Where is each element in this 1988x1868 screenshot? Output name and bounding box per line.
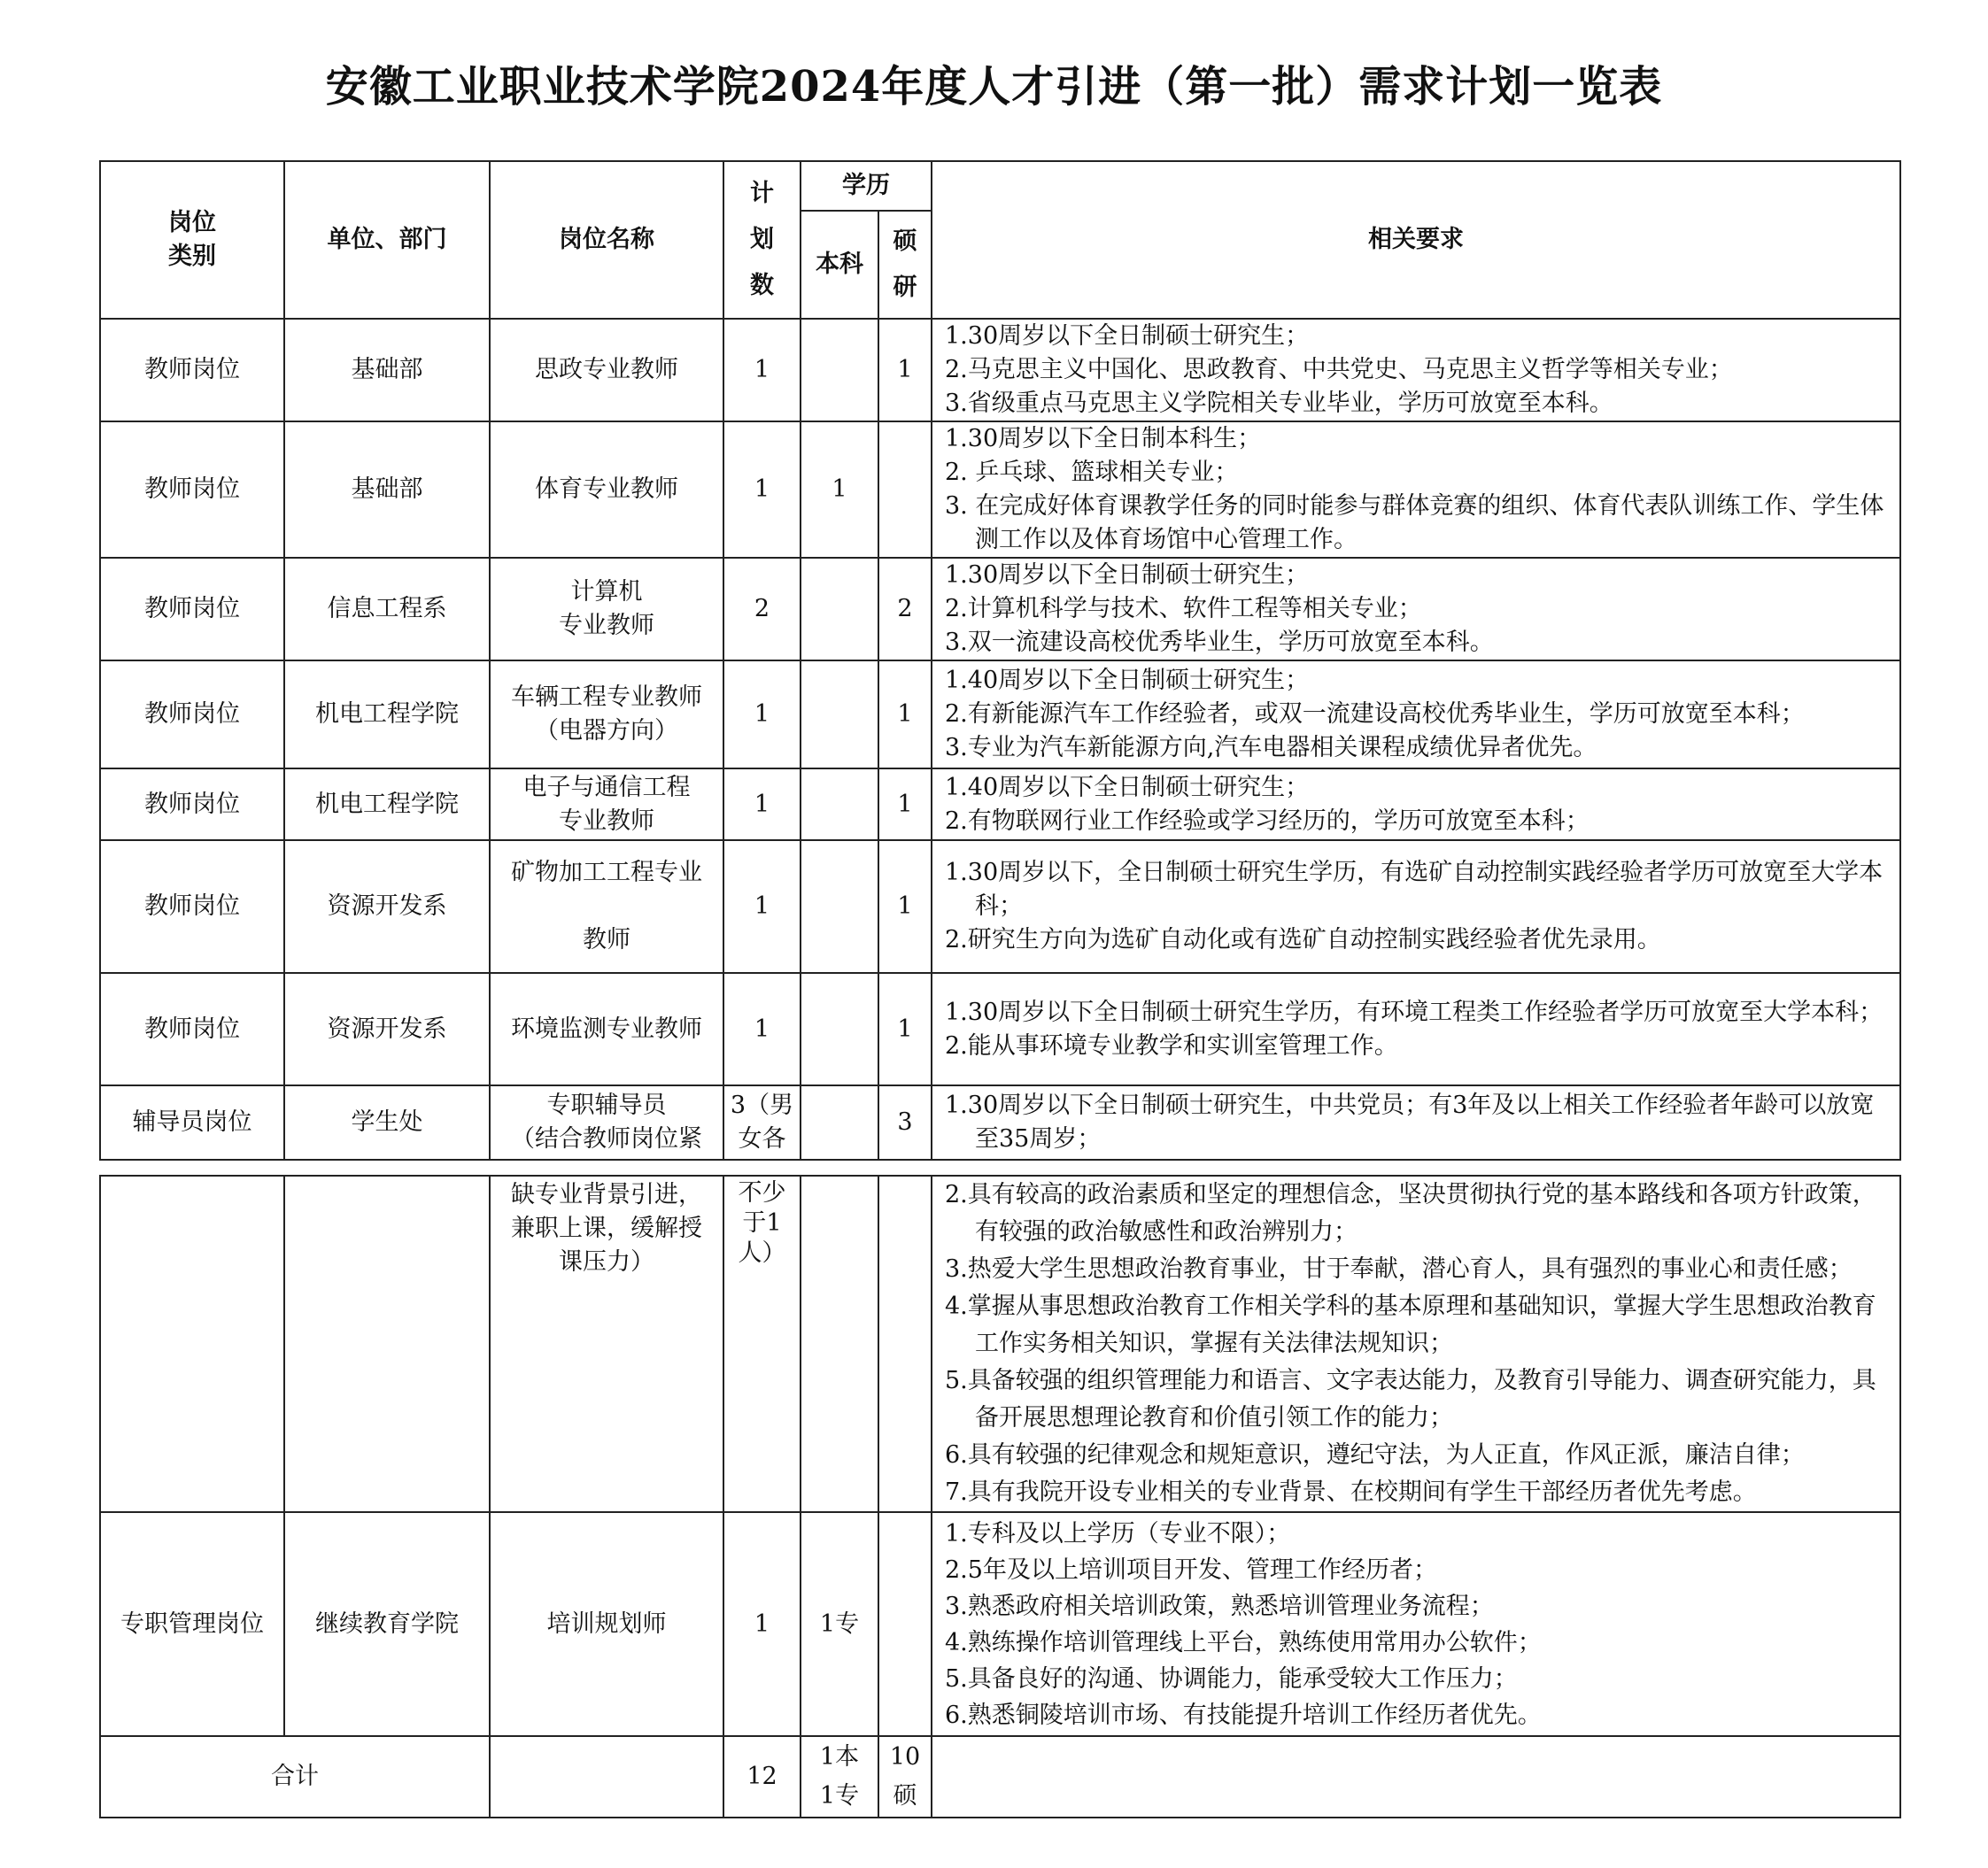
header-master: 硕 研: [878, 211, 932, 319]
cell-category: 辅导员岗位: [100, 1085, 284, 1160]
cell-category: 教师岗位: [100, 768, 284, 840]
cell-dept: 继续教育学院: [284, 1512, 490, 1736]
header-dept: 单位、部门: [284, 161, 490, 319]
cell-category: 教师岗位: [100, 319, 284, 421]
cell-master: [878, 421, 932, 558]
table-row: [100, 660, 1900, 768]
cell-dept: 机电工程学院: [284, 660, 490, 768]
header-plan: 计 划 数: [723, 161, 801, 319]
cell-master: 1: [878, 973, 932, 1085]
cell-position: 思政专业教师: [490, 319, 723, 421]
cell-bachelor: 1: [801, 421, 878, 558]
total-plan: 12: [723, 1736, 801, 1818]
cell-requirements: 1.30周岁以下全日制硕士研究生学历，有环境工程类工作经验者学历可放宽至大学本科； 2.能从事环境专业教学和实训室管理工作。: [932, 973, 1900, 1085]
table-row: [100, 973, 1900, 1085]
cell-plan: 1: [723, 660, 801, 768]
cell-requirements: 1.30周岁以下全日制硕士研究生； 2.计算机科学与技术、软件工程等相关专业； 3.双一流建设高校优秀毕业生，学历可放宽至本科。: [932, 558, 1900, 660]
cell-bachelor: [801, 558, 878, 660]
cell-plan: 1: [723, 973, 801, 1085]
cell-dept: 信息工程系: [284, 558, 490, 660]
cell-category: [100, 1176, 284, 1512]
cell-plan: 3（男 女各: [723, 1085, 801, 1160]
cell-bachelor: [801, 1085, 878, 1160]
cell-dept: [284, 1176, 490, 1512]
cell-position: 环境监测专业教师: [490, 973, 723, 1085]
cell-category: 教师岗位: [100, 421, 284, 558]
page-title: 安徽工业职业技术学院2024年度人才引进（第一批）需求计划一览表: [325, 62, 1663, 112]
cell-plan: 1: [723, 319, 801, 421]
table-row: [100, 768, 1900, 840]
cell-master: 2: [878, 558, 932, 660]
cell-category: 教师岗位: [100, 840, 284, 973]
table-row: [100, 1176, 1900, 1512]
total-master: 10 硕: [878, 1736, 932, 1818]
recruitment-table-part2: [99, 1175, 1901, 1818]
cell-position: 车辆工程专业教师 （电器方向）: [490, 660, 723, 768]
cell-master: [878, 1512, 932, 1736]
cell-dept: 资源开发系: [284, 973, 490, 1085]
cell-plan: 1: [723, 768, 801, 840]
cell-plan: 不少 于1 人）: [723, 1176, 801, 1512]
cell-plan: 2: [723, 558, 801, 660]
header-edu: 学历: [801, 161, 932, 211]
cell-dept: 资源开发系: [284, 840, 490, 973]
table-row: [100, 1512, 1900, 1736]
cell-plan: 1: [723, 421, 801, 558]
cell-position: 计算机 专业教师: [490, 558, 723, 660]
cell-bachelor: [801, 973, 878, 1085]
cell-position: 矿物加工工程专业 教师: [490, 840, 723, 973]
header-position: 岗位名称: [490, 161, 723, 319]
cell-dept: 基础部: [284, 421, 490, 558]
table-row: [100, 319, 1900, 421]
cell-bachelor: [801, 840, 878, 973]
table-row: [100, 840, 1900, 973]
cell-requirements: 1.40周岁以下全日制硕士研究生； 2.有物联网行业工作经验或学习经历的，学历可放宽至本科；: [932, 768, 1900, 840]
cell-bachelor: [801, 660, 878, 768]
cell-master: 1: [878, 660, 932, 768]
cell-position: 电子与通信工程 专业教师: [490, 768, 723, 840]
cell-master: 3: [878, 1085, 932, 1160]
cell-bachelor: [801, 1176, 878, 1512]
header-bachelor: 本科: [801, 211, 878, 319]
cell-position: 缺专业背景引进， 兼职上课，缓解授 课压力）: [490, 1176, 723, 1512]
cell-requirements: 1.30周岁以下，全日制硕士研究生学历，有选矿自动控制实践经验者学历可放宽至大学本科； 2.研究生方向为选矿自动化或有选矿自动控制实践经验者优先录用。: [932, 840, 1900, 973]
cell-master: [878, 1176, 932, 1512]
cell-bachelor: 1专: [801, 1512, 878, 1736]
cell-requirements: 1.专科及以上学历（专业不限）； 2.5年及以上培训项目开发、管理工作经历者； 3.熟悉政府相关培训政策，熟悉培训管理业务流程； 4.熟练操作培训管理线上平台，熟练使用常用办公软件； 5.具备良好的沟通、协调能力，能承受较大工作压力； 6.熟悉铜陵培训市场、有技能提升培训工作经历者优先。: [932, 1512, 1900, 1736]
cell-requirements: 1.30周岁以下全日制本科生； 2. 乒乓球、篮球相关专业； 3. 在完成好体育课教学任务的同时能参与群体竞赛的组织、体育代表队训练工作、学生体测工作以及体育场馆中心管理工作。: [932, 421, 1900, 558]
cell-position: 体育专业教师: [490, 421, 723, 558]
cell-plan: 1: [723, 840, 801, 973]
cell-dept: 机电工程学院: [284, 768, 490, 840]
cell-master: 1: [878, 319, 932, 421]
cell-category: 教师岗位: [100, 660, 284, 768]
table-row: [100, 558, 1900, 660]
cell-bachelor: [801, 319, 878, 421]
cell-requirements: 1.30周岁以下全日制硕士研究生，中共党员；有3年及以上相关工作经验者年龄可以放宽至35周岁；: [932, 1085, 1900, 1160]
cell-category: 专职管理岗位: [100, 1512, 284, 1736]
cell-requirements: [932, 1736, 1900, 1818]
cell-dept: 学生处: [284, 1085, 490, 1160]
cell-position: 专职辅导员 （结合教师岗位紧: [490, 1085, 723, 1160]
cell-master: 1: [878, 840, 932, 973]
cell-dept: 基础部: [284, 319, 490, 421]
cell-category: 教师岗位: [100, 558, 284, 660]
cell-master: 1: [878, 768, 932, 840]
cell-requirements: 2.具有较高的政治素质和坚定的理想信念，坚决贯彻执行党的基本路线和各项方针政策，有较强的政治敏感性和政治辨别力； 3.热爱大学生思想政治教育事业，甘于奉献，潜心育人，具有强烈的事业心和责任感； 4.掌握从事思想政治教育工作相关学科的基本原理和基础知识，掌握大学生思想政治教育工作实务相关知识，掌握有关法律法规知识； 5.具备较强的组织管理能力和语言、文字表达能力，及教育引导能力、调查研究能力，具备开展思想理论教育和价值引领工作的能力； 6.具有较强的纪律观念和规矩意识，遵纪守法，为人正直，作风正派，廉洁自律； 7.具有我院开设专业相关的专业背景、在校期间有学生干部经历者优先考虑。: [932, 1176, 1900, 1512]
header-req: 相关要求: [932, 161, 1900, 319]
total-bachelor: 1本 1专: [801, 1736, 878, 1818]
cell-requirements: 1.40周岁以下全日制硕士研究生； 2.有新能源汽车工作经验者，或双一流建设高校优秀毕业生，学历可放宽至本科； 3.专业为汽车新能源方向,汽车电器相关课程成绩优异者优先。: [932, 660, 1900, 768]
total-row: [100, 1736, 1900, 1818]
cell-position: 培训规划师: [490, 1512, 723, 1736]
cell-position: [490, 1736, 723, 1818]
header-category: 岗位 类别: [100, 161, 284, 319]
total-label: 合计: [100, 1736, 490, 1818]
cell-category: 教师岗位: [100, 973, 284, 1085]
cell-plan: 1: [723, 1512, 801, 1736]
table-row: [100, 1085, 1900, 1160]
recruitment-table-part1: [99, 160, 1901, 1161]
cell-bachelor: [801, 768, 878, 840]
table-row: [100, 421, 1900, 558]
cell-requirements: 1.30周岁以下全日制硕士研究生； 2.马克思主义中国化、思政教育、中共党史、马克思主义哲学等相关专业； 3.省级重点马克思主义学院相关专业毕业，学历可放宽至本科。: [932, 319, 1900, 421]
